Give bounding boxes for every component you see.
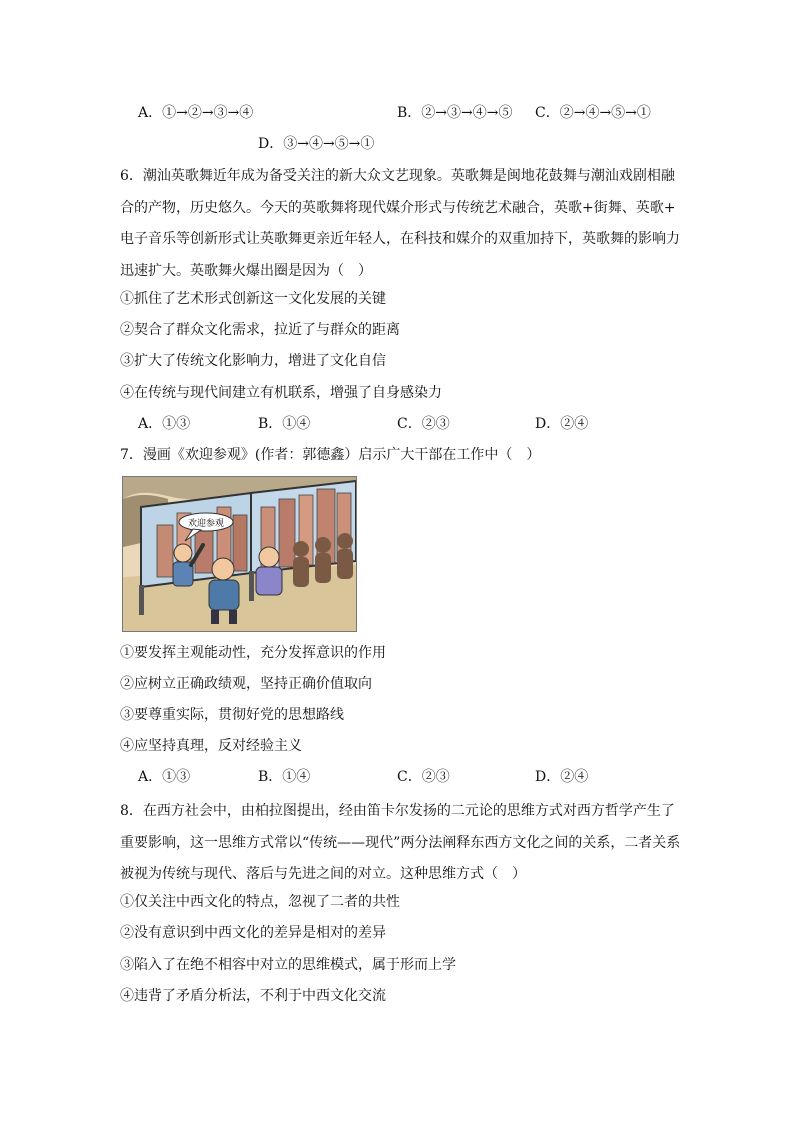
q8-stem	[120, 796, 680, 891]
q8-stem-line: 被视为传统与现代、落后与先进之间的对立。这种思维方式（ ）	[120, 866, 526, 882]
q7-item-1: ①要发挥主观能动性，充分发挥意识的作用	[120, 645, 386, 661]
q6-stem-line: 合的产物，历史悠久。今天的英歌舞将现代媒介形式与传统艺术融合，英歌+街舞、英歌+	[120, 199, 676, 216]
q8-stem-line: 8．在西方社会中，由柏拉图提出，经由笛卡尔发扬的二元论的思维方式对西方哲学产生了	[120, 803, 675, 819]
q6-stem-line: 6．潮汕英歌舞近年成为备受关注的新大众文艺现象。英歌舞是闽地花鼓舞与潮汕戏剧相融	[120, 168, 675, 184]
q6-option-d: D．②④	[535, 416, 589, 432]
q6-stem-line: 电子音乐等创新形式让英歌舞更亲近年轻人，在科技和媒介的双重加持下，英歌舞的影响力	[120, 231, 680, 247]
q7-item-2: ②应树立正确政绩观，坚持正确价值取向	[120, 676, 372, 692]
cartoon-bubble-text: 欢迎参观	[187, 519, 225, 529]
q7-option-b: B．①④	[258, 769, 311, 785]
q6-option-a: A．①③	[138, 416, 191, 432]
q6-option-c: C．②③	[397, 416, 450, 432]
q6-option-b: B．①④	[258, 416, 311, 432]
q8-item-3: ③陷入了在绝不相容中对立的思维模式，属于形而上学	[120, 957, 456, 973]
q8-item-4: ④违背了矛盾分析法，不利于中西文化交流	[120, 988, 386, 1004]
q5-option-b: B．②→③→④→⑤	[397, 105, 513, 121]
q6-item-1: ①抓住了艺术形式创新这一文化发展的关键	[120, 291, 386, 307]
q6-stem-line: 迅速扩大。英歌舞火爆出圈是因为（ ）	[120, 262, 372, 279]
q8-stem-line: 重要影响，这一思维方式常以“传统——现代”两分法阐释东西方文化之间的关系，二者关系	[120, 834, 681, 851]
q5-option-a: A．①→②→③→④	[138, 105, 254, 121]
q6-item-4: ④在传统与现代间建立有机联系，增强了自身感染力	[120, 385, 442, 401]
q7-item-4: ④应坚持真理，反对经验主义	[120, 738, 302, 754]
q7-option-c: C．②③	[397, 769, 450, 785]
q5-option-d: D．③→④→⑤→①	[258, 136, 375, 152]
q7-stem: 7．漫画《欢迎参观》(作者：郭德鑫）启示广大干部在工作中（ ）	[120, 447, 541, 463]
q8-item-2: ②没有意识到中西文化的差异是相对的差异	[120, 925, 386, 941]
q7-option-d: D．②④	[535, 769, 589, 785]
q6-stem	[120, 161, 680, 287]
q7-item-3: ③要尊重实际，贯彻好党的思想路线	[120, 707, 344, 723]
q8-item-1: ①仅关注中西文化的特点，忽视了二者的共性	[120, 894, 400, 910]
q6-item-3: ③扩大了传统文化影响力，增进了文化自信	[120, 353, 386, 369]
cartoon-image	[122, 476, 357, 632]
q6-item-2: ②契合了群众文化需求，拉近了与群众的距离	[120, 322, 400, 338]
q5-option-c: C．②→④→⑤→①	[535, 105, 651, 121]
q7-option-a: A．①③	[138, 769, 191, 785]
